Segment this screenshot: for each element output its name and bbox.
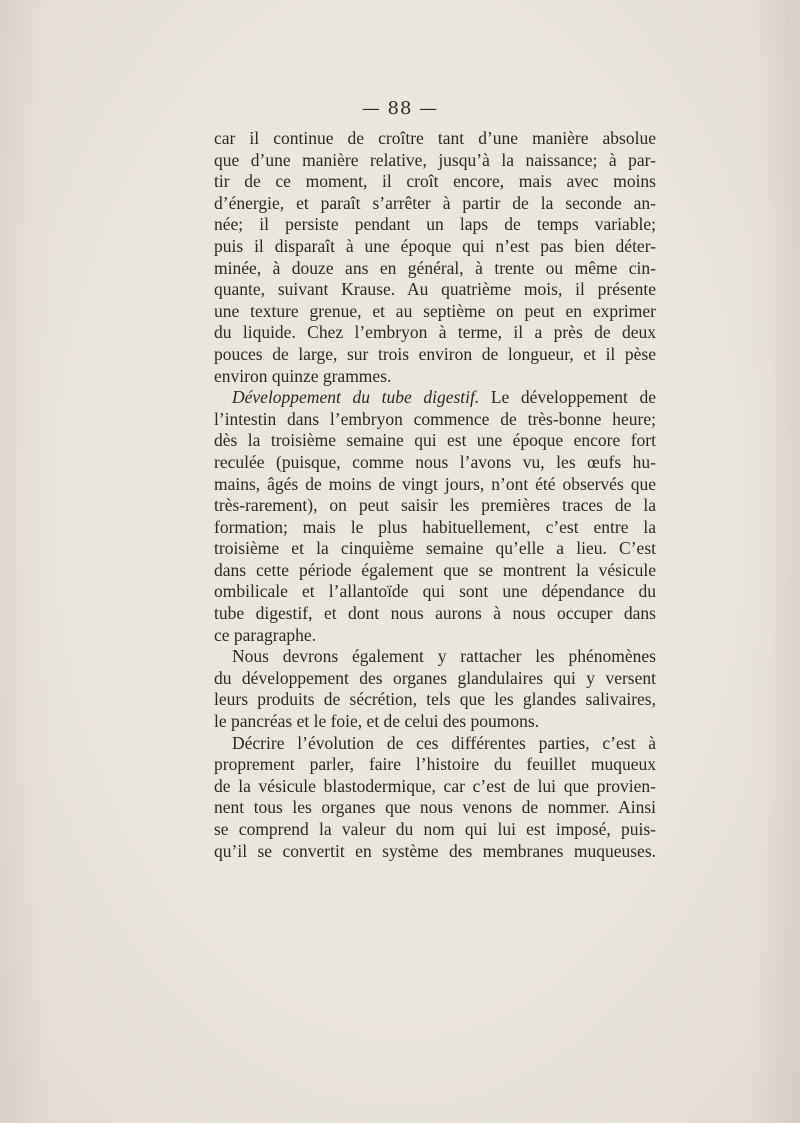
page-number: — 88 —	[361, 98, 439, 119]
paragraph-1	[214, 128, 656, 387]
text-line: se comprend la valeur du nom qui lui est imposé, puis-	[214, 819, 656, 839]
text-line: puis il disparaît à une époque qui n’est pas bien déter-	[214, 235, 656, 256]
paragraph-3	[214, 646, 656, 732]
text-line: du liquide. Chez l’embryon à terme, il a près de deux	[214, 322, 656, 343]
text-line: pouces de large, sur trois environ de longueur, et il pèse	[214, 343, 656, 364]
section-heading: Développement du tube digestif.	[232, 387, 480, 408]
text-line: une texture grenue, et au septième on peut en exprimer	[214, 300, 656, 321]
text-line: car il continue de croître tant d’une manière absolue	[214, 128, 656, 148]
body-text	[214, 128, 656, 862]
text-line: qu’il se convertit en système des membranes muqueuses.	[214, 840, 656, 861]
text-line: minée, à douze ans en général, à trente ou même cin-	[214, 257, 656, 278]
text-line: dans cette période également que se montrent la vésicule	[214, 559, 656, 580]
text-line: nent tous les organes que nous venons de nommer. Ainsi	[214, 797, 656, 818]
text-line: proprement parler, faire l’histoire du feuillet muqueux	[214, 754, 656, 775]
text-line: Nous devrons également y rattacher les phénomènes	[232, 646, 656, 667]
text-line: tir de ce moment, il croît encore, mais avec moins	[214, 171, 656, 192]
text-line: d’énergie, et paraît s’arrêter à partir de la seconde an-	[214, 192, 656, 213]
text-line: quante, suivant Krause. Au quatrième mois, il présente	[214, 279, 656, 300]
text-line: ce paragraphe.	[214, 624, 317, 645]
text-line: reculée (puisque, comme nous l’avons vu, les œufs hu-	[214, 451, 656, 472]
text-line: du développement des organes glandulaires qui y versent	[214, 667, 656, 688]
text-line: environ quinze grammes.	[214, 365, 392, 386]
section-heading-line	[214, 387, 656, 409]
text-line: mains, âgés de moins de vingt jours, n’ont été observés que	[214, 473, 656, 494]
text-line: formation; mais le plus habituellement, c’est entre la	[214, 516, 656, 537]
paragraph-4	[214, 733, 656, 863]
text-line: troisième et la cinquième semaine qu’elle a lieu. C’est	[214, 538, 656, 559]
text-line: très-rarement), on peut saisir les premières traces de la	[214, 495, 656, 516]
text-line: le pancréas et le foie, et de celui des poumons.	[214, 711, 540, 732]
text-line: Décrire l’évolution de ces différentes parties, c’est à	[232, 732, 656, 753]
text-line: tube digestif, et dont nous aurons à nous occuper dans	[214, 603, 656, 624]
paragraph-2	[214, 387, 656, 646]
text-line: née; il persiste pendant un laps de temps variable;	[214, 214, 656, 235]
text-line: dès la troisième semaine qui est une époque encore fort	[214, 430, 656, 451]
text-run: Le développement de	[479, 387, 656, 408]
text-line: l’intestin dans l’embryon commence de très-bonne heure;	[214, 408, 656, 429]
text-line: que d’une manière relative, jusqu’à la naissance; à par-	[214, 149, 656, 170]
text-line: de la vésicule blastodermique, car c’est de lui que provien-	[214, 775, 656, 796]
text-line: leurs produits de sécrétion, tels que les glandes salivaires,	[214, 689, 656, 710]
text-line: ombilicale et l’allantoïde qui sont une dépendance du	[214, 581, 656, 602]
